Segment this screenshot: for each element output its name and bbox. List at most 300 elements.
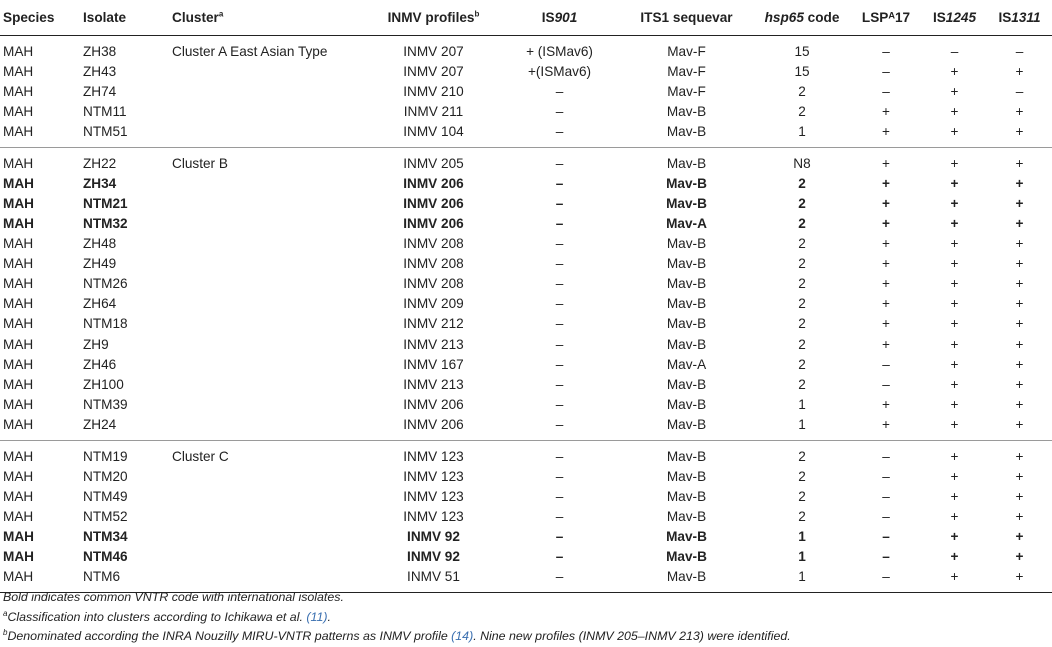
cell-is901: –: [555, 256, 564, 272]
cell-is1245: –: [950, 43, 959, 59]
cell-its1-sequevar: Mav-B: [666, 296, 707, 312]
cell-cluster: [167, 122, 367, 148]
cell-its1-sequevar: Mav-B: [666, 256, 707, 272]
cell-its1-sequevar: Mav-B: [666, 155, 707, 171]
cell-is901: –: [555, 296, 564, 312]
cell-isolate: NTM21: [83, 195, 128, 211]
cell-its1-sequevar: Mav-B: [619, 567, 754, 593]
cell-its1-sequevar: Mav-B: [666, 489, 707, 505]
cell-lsp17: –: [882, 468, 890, 484]
cell-inmv-profile: INMV 205: [403, 155, 464, 171]
cell-cluster: [167, 62, 367, 82]
cell-inmv-profile: INMV 104: [367, 122, 500, 148]
cell-is1245: +: [950, 396, 959, 412]
cell-cluster: [167, 214, 367, 234]
cell-hsp65-code: 2: [798, 356, 806, 372]
cell-is901: –: [555, 356, 564, 372]
cell-cluster: [167, 335, 367, 355]
cell-lsp17: +: [882, 396, 890, 412]
cell-isolate: NTM51: [80, 122, 167, 148]
cell-isolate: ZH38: [83, 43, 117, 59]
cell-is1245: +: [950, 336, 959, 352]
table-row: [0, 102, 1052, 122]
header-is1311: IS1311: [987, 0, 1052, 35]
cell-inmv-profile: INMV 213: [403, 376, 464, 392]
header-hsp65-code: hsp65 code: [754, 0, 850, 35]
cell-inmv-profile: INMV 212: [403, 316, 464, 332]
cell-is1245: +: [950, 195, 959, 211]
cell-is1311: +: [1015, 155, 1024, 171]
cell-cluster: [167, 527, 367, 547]
cell-is1245: +: [950, 448, 959, 464]
cell-species: MAH: [3, 448, 34, 464]
cell-species: MAH: [3, 376, 34, 392]
cell-isolate: ZH74: [83, 83, 117, 99]
table-row: [0, 122, 1052, 148]
cell-lsp17: +: [882, 175, 890, 191]
cell-is1311: –: [1015, 43, 1024, 59]
cell-cluster: [167, 395, 367, 415]
cell-hsp65-code: 2: [798, 256, 806, 272]
cell-is901: + (ISMav6): [526, 43, 593, 59]
cell-inmv-profile: INMV 123: [403, 489, 464, 505]
cell-is901: –: [555, 529, 564, 545]
cell-hsp65-code: 1: [754, 122, 850, 148]
cell-is1245: +: [950, 256, 959, 272]
cell-inmv-profile: INMV 210: [403, 83, 464, 99]
cell-cluster: [167, 467, 367, 487]
cell-is1311: +: [1015, 103, 1024, 119]
cell-cluster: Cluster B: [172, 155, 228, 171]
cell-isolate: NTM49: [83, 489, 128, 505]
cell-lsp17: +: [882, 155, 890, 171]
cell-lsp17: –: [882, 448, 890, 464]
cell-its1-sequevar: Mav-B: [619, 415, 754, 441]
cell-its1-sequevar: Mav-B: [619, 122, 754, 148]
table-row: [0, 214, 1052, 234]
cell-is1245: +: [922, 415, 987, 441]
cell-its1-sequevar: Mav-B: [666, 316, 707, 332]
table-row: [0, 82, 1052, 102]
cell-its1-sequevar: Mav-B: [666, 376, 707, 392]
cell-isolate: NTM20: [83, 468, 128, 484]
cell-species: MAH: [3, 529, 34, 545]
cell-is901: –: [500, 567, 619, 593]
cell-lsp17: +: [882, 216, 890, 232]
cell-is901: –: [555, 175, 564, 191]
cell-is901: +(ISMav6): [527, 63, 592, 79]
cell-inmv-profile: INMV 208: [403, 276, 464, 292]
cell-lsp17: –: [882, 489, 890, 505]
table-row: [0, 294, 1052, 314]
table-row: [0, 174, 1052, 194]
cell-is1311: +: [1015, 195, 1024, 211]
cell-is1311: +: [1015, 175, 1024, 191]
table-row: [0, 467, 1052, 487]
cell-species: MAH: [3, 396, 34, 412]
cell-is1311: +: [987, 567, 1052, 593]
cell-species: MAH: [3, 195, 34, 211]
cell-is1245: +: [950, 83, 959, 99]
cell-is1245: +: [950, 509, 959, 525]
cell-is901: –: [555, 549, 564, 565]
cell-species: MAH: [3, 509, 34, 525]
cell-hsp65-code: 2: [798, 448, 806, 464]
header-species: Species: [0, 0, 80, 35]
table-body: [0, 35, 1052, 593]
cell-species: MAH: [3, 276, 34, 292]
cell-lsp17: +: [882, 276, 890, 292]
cell-species: MAH: [3, 336, 34, 352]
cell-its1-sequevar: Mav-B: [666, 529, 707, 545]
cell-is1311: +: [1015, 549, 1024, 565]
header-its1-sequevar: ITS1 sequevar: [619, 0, 754, 35]
cell-cluster: [167, 194, 367, 214]
cell-its1-sequevar: Mav-F: [667, 43, 706, 59]
cell-its1-sequevar: Mav-B: [666, 175, 707, 191]
cell-is1245: +: [950, 549, 959, 565]
cell-lsp17: –: [882, 376, 890, 392]
cell-is901: –: [555, 276, 564, 292]
cell-inmv-profile: INMV 209: [403, 296, 464, 312]
cell-inmv-profile: INMV 206: [403, 216, 464, 232]
cell-is1245: +: [950, 376, 959, 392]
table-row: [0, 415, 1052, 441]
cell-lsp17: +: [850, 415, 922, 441]
cell-is901: –: [555, 509, 564, 525]
cell-is1311: +: [1015, 236, 1024, 252]
cell-is1311: +: [1015, 216, 1024, 232]
table-row: [0, 547, 1052, 567]
cell-hsp65-code: 2: [798, 509, 806, 525]
cell-inmv-profile: INMV 167: [403, 356, 464, 372]
cell-its1-sequevar: Mav-F: [667, 83, 706, 99]
header-inmv-profiles: INMV profiles$^b$: [367, 0, 500, 35]
table-footnotes: [3, 588, 791, 647]
cell-is1245: +: [922, 567, 987, 593]
header-is901: IS901: [500, 0, 619, 35]
cell-inmv-profile: INMV 211: [403, 103, 464, 119]
cell-cluster: Cluster A East Asian Type: [172, 43, 328, 59]
cell-is1245: +: [950, 216, 959, 232]
cell-is1311: +: [1015, 296, 1024, 312]
cell-cluster: [167, 415, 367, 441]
cell-isolate: NTM32: [83, 216, 128, 232]
cell-inmv-profile: INMV 206: [403, 396, 464, 412]
cell-is901: –: [555, 83, 564, 99]
cell-cluster: [167, 375, 367, 395]
cell-inmv-profile: INMV 51: [367, 567, 500, 593]
cell-is901: –: [555, 195, 564, 211]
cell-isolate: NTM6: [80, 567, 167, 593]
cell-inmv-profile: INMV 206: [403, 195, 464, 211]
cell-is1311: +: [1015, 276, 1024, 292]
cell-inmv-profile: INMV 92: [407, 549, 460, 565]
footnote-bold: Bold indicates common VNTR code with international isolates.: [3, 590, 344, 604]
cell-inmv-profile: INMV 207: [403, 43, 464, 59]
cell-isolate: ZH43: [83, 63, 117, 79]
cell-its1-sequevar: Mav-B: [666, 103, 707, 119]
cell-inmv-profile: INMV 123: [403, 509, 464, 525]
cell-inmv-profile: INMV 208: [403, 236, 464, 252]
cell-isolate: ZH48: [83, 236, 117, 252]
cell-isolate: ZH22: [83, 155, 117, 171]
cell-lsp17: –: [882, 356, 890, 372]
cell-inmv-profile: INMV 123: [403, 468, 464, 484]
cell-is1245: +: [950, 175, 959, 191]
cell-hsp65-code: 15: [794, 63, 810, 79]
cell-hsp65-code: 1: [798, 549, 806, 565]
cell-isolate: NTM34: [83, 529, 128, 545]
cell-its1-sequevar: Mav-A: [666, 356, 707, 372]
table-row: [0, 254, 1052, 274]
cell-species: MAH: [3, 63, 34, 79]
cell-hsp65-code: 2: [798, 103, 806, 119]
table-row: [0, 147, 1052, 174]
cell-is1245: +: [950, 468, 959, 484]
cell-its1-sequevar: Mav-B: [666, 195, 707, 211]
cell-is901: –: [555, 448, 564, 464]
cell-isolate: ZH100: [83, 376, 124, 392]
cell-its1-sequevar: Mav-B: [666, 396, 707, 412]
header-row: [0, 0, 1052, 35]
cell-is1245: +: [950, 356, 959, 372]
cell-species: MAH: [3, 155, 34, 171]
cell-isolate: NTM18: [83, 316, 128, 332]
cell-is1245: +: [950, 63, 959, 79]
cell-is1245: +: [950, 296, 959, 312]
cell-species: MAH: [3, 103, 34, 119]
cell-cluster: [167, 487, 367, 507]
reference-link-11[interactable]: (11): [306, 609, 328, 624]
cell-is1245: +: [950, 155, 959, 171]
cell-hsp65-code: 2: [798, 175, 806, 191]
cell-isolate: NTM39: [83, 396, 128, 412]
cell-hsp65-code: 2: [798, 489, 806, 505]
cell-isolate: ZH34: [83, 175, 117, 191]
table-row: [0, 62, 1052, 82]
cell-is1245: +: [950, 236, 959, 252]
cell-hsp65-code: 15: [794, 43, 810, 59]
cell-is1245: +: [950, 276, 959, 292]
cell-is1311: +: [1015, 396, 1024, 412]
cell-hsp65-code: 2: [798, 376, 806, 392]
cell-is901: –: [555, 103, 564, 119]
cell-its1-sequevar: Mav-B: [666, 509, 707, 525]
cell-hsp65-code: 2: [798, 296, 806, 312]
cell-species: MAH: [0, 567, 80, 593]
cell-lsp17: +: [882, 236, 890, 252]
cell-species: MAH: [3, 468, 34, 484]
cell-hsp65-code: 2: [798, 316, 806, 332]
cell-isolate: ZH64: [83, 296, 117, 312]
cell-lsp17: –: [882, 43, 890, 59]
cell-hsp65-code: 1: [798, 529, 806, 545]
cell-cluster: [167, 254, 367, 274]
cell-cluster: [167, 82, 367, 102]
cell-hsp65-code: 2: [798, 83, 806, 99]
cell-is901: –: [555, 155, 564, 171]
cell-is1311: +: [1015, 529, 1024, 545]
table-row: [0, 194, 1052, 214]
cell-hsp65-code: N8: [793, 155, 811, 171]
cell-is1311: –: [1015, 83, 1024, 99]
cell-cluster: [167, 102, 367, 122]
cell-is1245: +: [950, 489, 959, 505]
cell-cluster: [167, 294, 367, 314]
table-row: [0, 527, 1052, 547]
cell-species: MAH: [3, 549, 34, 565]
cell-lsp17: +: [882, 256, 890, 272]
cell-lsp17: –: [882, 63, 890, 79]
cell-its1-sequevar: Mav-F: [667, 63, 706, 79]
header-lsp17: LSPᴬ17: [850, 0, 922, 35]
cell-its1-sequevar: Mav-B: [666, 468, 707, 484]
cell-is901: –: [555, 336, 564, 352]
cell-cluster: [167, 274, 367, 294]
cell-lsp17: –: [882, 529, 890, 545]
cell-is901: –: [555, 236, 564, 252]
cell-species: MAH: [3, 216, 34, 232]
cell-species: MAH: [0, 415, 80, 441]
cell-hsp65-code: 2: [798, 195, 806, 211]
cell-cluster: [167, 314, 367, 334]
table-row: [0, 35, 1052, 62]
cell-hsp65-code: 2: [798, 216, 806, 232]
cell-is901: –: [555, 396, 564, 412]
cell-hsp65-code: 2: [798, 236, 806, 252]
cell-species: MAH: [3, 316, 34, 332]
table-row: [0, 335, 1052, 355]
cell-hsp65-code: 2: [798, 336, 806, 352]
table-row: [0, 274, 1052, 294]
cell-is1311: +: [987, 415, 1052, 441]
cell-hsp65-code: 1: [754, 415, 850, 441]
cell-is1245: +: [922, 122, 987, 148]
cell-cluster: [167, 547, 367, 567]
cell-its1-sequevar: Mav-A: [666, 216, 707, 232]
cell-species: MAH: [0, 122, 80, 148]
cell-species: MAH: [3, 83, 34, 99]
cell-species: MAH: [3, 175, 34, 191]
table-row: [0, 234, 1052, 254]
cell-isolate: NTM26: [83, 276, 128, 292]
reference-link-14[interactable]: (14): [451, 629, 474, 643]
cell-isolate: NTM46: [83, 549, 128, 565]
table-header: [0, 0, 1052, 35]
cell-inmv-profile: INMV 208: [403, 256, 464, 272]
cell-lsp17: +: [850, 122, 922, 148]
header-isolate: Isolate: [80, 0, 167, 35]
cell-species: MAH: [3, 236, 34, 252]
cell-is1311: +: [1015, 256, 1024, 272]
cell-hsp65-code: 2: [798, 468, 806, 484]
cell-cluster: [167, 234, 367, 254]
footnote-a: $^a$Classification into clusters according to Ichikawa et al. (11).: [3, 608, 331, 624]
cell-is901: –: [500, 122, 619, 148]
table-row: [0, 314, 1052, 334]
cell-inmv-profile: INMV 123: [403, 448, 464, 464]
cell-lsp17: +: [882, 195, 890, 211]
footnote-b: $^b$Denominated according the INRA Nouzilly MIRU-VNTR patterns as INMV profile (14). Nine new profiles (INMV 205–INMV 213) were identified.: [3, 627, 791, 643]
cell-inmv-profile: INMV 207: [403, 63, 464, 79]
cell-cluster: Cluster C: [172, 448, 229, 464]
cell-hsp65-code: 1: [798, 396, 806, 412]
cell-lsp17: +: [882, 103, 890, 119]
cell-its1-sequevar: Mav-B: [666, 448, 707, 464]
table-row: [0, 355, 1052, 375]
cell-hsp65-code: 1: [754, 567, 850, 593]
cell-is1311: +: [1015, 448, 1024, 464]
cell-cluster: [167, 355, 367, 375]
cell-isolate: ZH24: [80, 415, 167, 441]
cell-is1245: +: [950, 316, 959, 332]
cell-its1-sequevar: Mav-B: [666, 336, 707, 352]
table-row: [0, 487, 1052, 507]
cell-is1311: +: [1015, 468, 1024, 484]
cell-is1311: +: [1015, 509, 1024, 525]
cell-is1245: +: [950, 529, 959, 545]
cell-lsp17: +: [882, 316, 890, 332]
header-is1245: IS1245: [922, 0, 987, 35]
cell-is901: –: [555, 376, 564, 392]
cell-is1311: +: [1015, 489, 1024, 505]
table-row: [0, 375, 1052, 395]
cell-lsp17: +: [882, 296, 890, 312]
cell-is1311: +: [987, 122, 1052, 148]
cell-inmv-profile: INMV 213: [403, 336, 464, 352]
cell-species: MAH: [3, 43, 34, 59]
cell-lsp17: –: [882, 549, 890, 565]
cell-is901: –: [555, 316, 564, 332]
cell-inmv-profile: INMV 92: [407, 529, 460, 545]
cell-species: MAH: [3, 256, 34, 272]
cell-is901: –: [555, 468, 564, 484]
cell-isolate: ZH46: [83, 356, 117, 372]
cell-cluster: [167, 174, 367, 194]
cell-isolate: ZH49: [83, 256, 117, 272]
header-cluster: Cluster$^a$: [167, 0, 367, 35]
cell-is1311: +: [1015, 316, 1024, 332]
cell-species: MAH: [3, 296, 34, 312]
cell-its1-sequevar: Mav-B: [666, 236, 707, 252]
cell-is1311: +: [1015, 336, 1024, 352]
cell-species: MAH: [3, 489, 34, 505]
cell-is901: –: [500, 415, 619, 441]
cell-isolate: ZH9: [83, 336, 109, 352]
cell-is901: –: [555, 216, 564, 232]
cell-is1311: +: [1015, 356, 1024, 372]
cell-isolate: NTM19: [83, 448, 128, 464]
cell-is1245: +: [950, 103, 959, 119]
cell-is1311: +: [1015, 376, 1024, 392]
cell-is901: –: [555, 489, 564, 505]
table-row: [0, 395, 1052, 415]
cell-its1-sequevar: Mav-B: [666, 549, 707, 565]
table-row: [0, 440, 1052, 467]
cell-isolate: NTM52: [83, 509, 128, 525]
table-row: [0, 507, 1052, 527]
cell-its1-sequevar: Mav-B: [666, 276, 707, 292]
cell-isolate: NTM11: [83, 103, 127, 119]
cell-lsp17: –: [850, 567, 922, 593]
cell-lsp17: +: [882, 336, 890, 352]
cell-is1311: +: [1015, 63, 1024, 79]
cell-lsp17: –: [882, 509, 890, 525]
cell-species: MAH: [3, 356, 34, 372]
cell-inmv-profile: INMV 206: [367, 415, 500, 441]
cell-lsp17: –: [882, 83, 890, 99]
